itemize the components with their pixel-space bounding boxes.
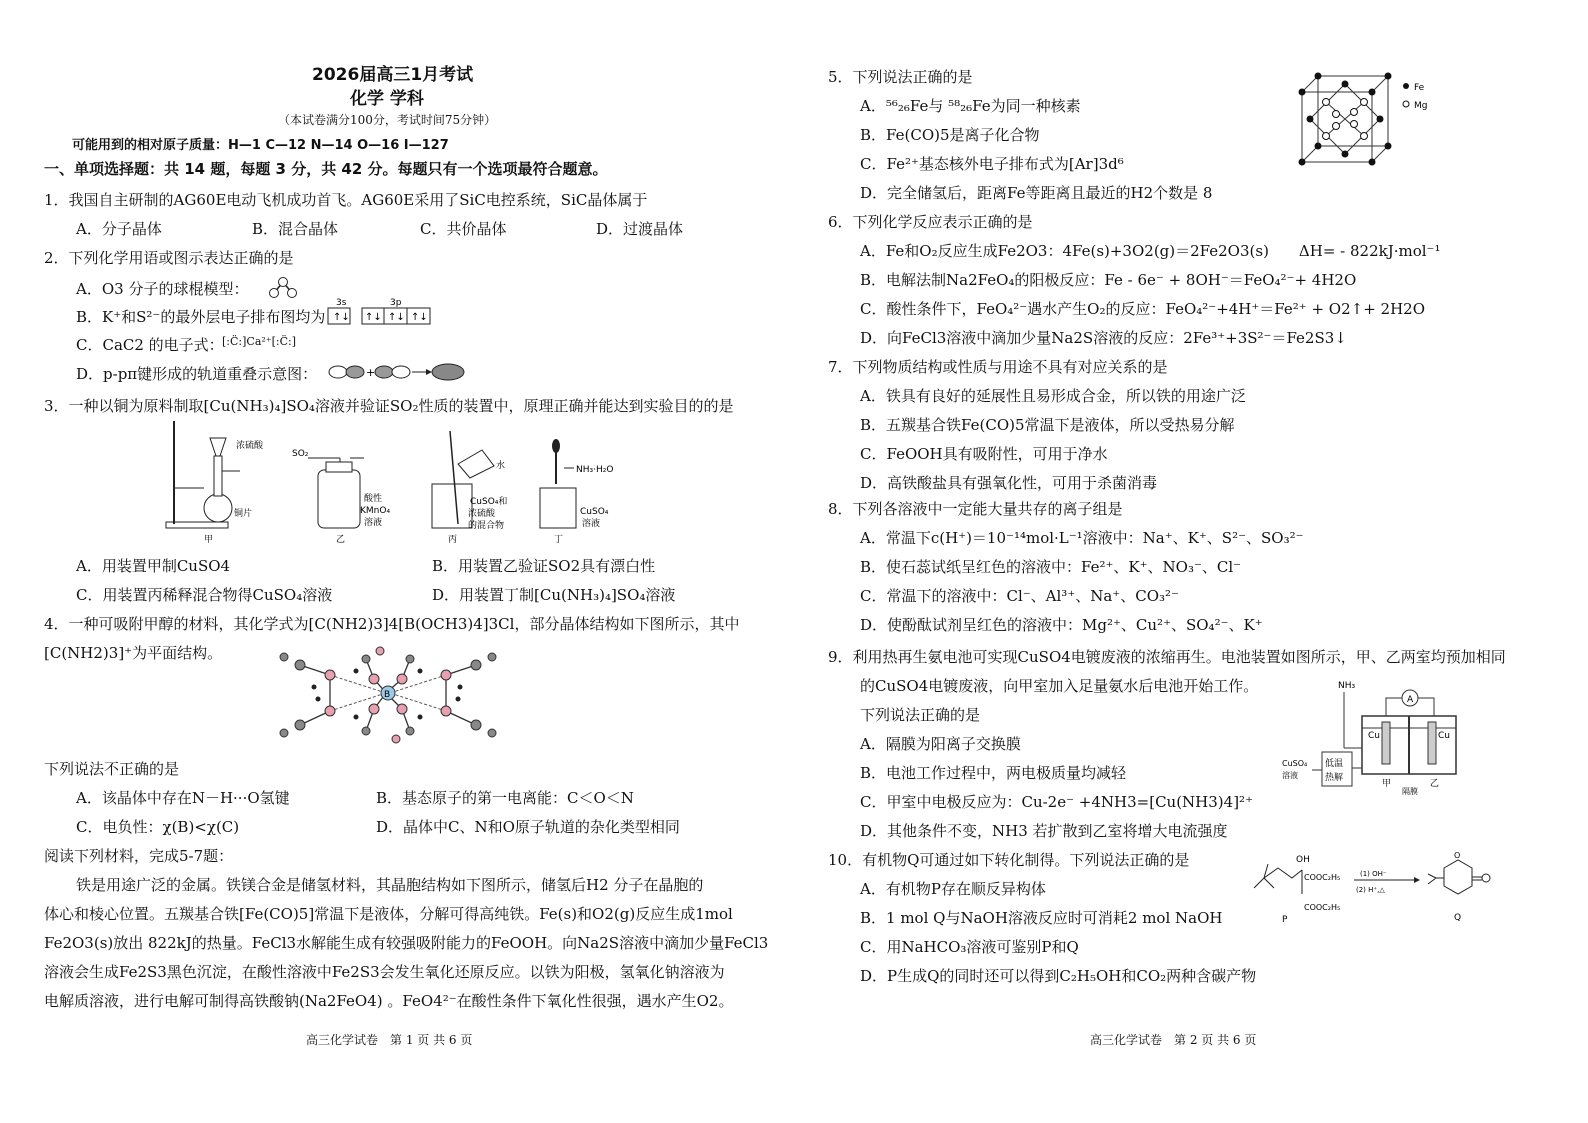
- q1-option-c: C．共价晶体: [420, 220, 507, 238]
- label-chamber-jia: 甲: [1382, 779, 1392, 789]
- label-membrane: 隔膜: [1402, 787, 1418, 796]
- reading-line-5: 电解质溶液，进行电解可制得高铁酸钠(Na2FeO4) 。FeO4²⁻在酸性条件下氧化性很强，遇水产生O2。: [44, 992, 734, 1010]
- label-condition-2: (2) H⁺,△: [1356, 886, 1385, 894]
- reading-line-2: 体心和棱心位置。五羰基合铁[Fe(CO)5]常温下是液体，分解可得高纯铁。Fe(s)和O2(g)反应生成1mol: [44, 905, 733, 923]
- label-ring-o: O: [1454, 851, 1461, 860]
- q10-option-c: C．用NaHCO₃溶液可鉴别P和Q: [860, 938, 1079, 956]
- q6-option-c: C．酸性条件下，FeO₄²⁻遇水产生O₂的反应：FeO₄²⁻+4H⁺＝Fe²⁺ + O2↑+ 2H2O: [860, 300, 1426, 318]
- label-cu-right: Cu: [1438, 731, 1450, 741]
- label-oh: OH: [1296, 855, 1310, 865]
- svg-text:↑↓: ↑↓: [388, 312, 405, 323]
- q9-option-c: C．甲室中电极反应为：Cu-2e⁻ +4NH3=[Cu(NH3)4]²⁺: [860, 793, 1253, 811]
- label-yi: 乙: [336, 535, 346, 545]
- q8-option-d: D．使酚酞试剂呈红色的溶液中：Mg²⁺、Cu²⁺、SO₄²⁻、K⁺: [860, 616, 1263, 634]
- q10-option-d: D．P生成Q的同时还可以得到C₂H₅OH和CO₂两种含碳产物: [860, 967, 1257, 985]
- footer-page-2: 高三化学试卷 第 2 页 共 6 页: [1090, 1033, 1257, 1047]
- q3-option-b: B．用装置乙验证SO2具有漂白性: [432, 557, 656, 575]
- o3-ball-stick-model: [268, 275, 298, 299]
- q6-option-d: D．向FeCl3溶液中滴加少量Na2S溶液的反应：2Fe³⁺+3S²⁻＝Fe2S3↓: [860, 329, 1347, 347]
- exam-subject: 化学 学科: [350, 89, 424, 109]
- label-cuso4-2: 溶液: [582, 519, 601, 529]
- label-so2: SO₂: [292, 449, 309, 459]
- q4-lead: 下列说法不正确的是: [44, 760, 180, 778]
- label-kmno4-3: 溶液: [364, 518, 383, 528]
- orbital-3p-label: 3p: [390, 298, 402, 308]
- svg-text:↑↓: ↑↓: [333, 312, 350, 323]
- q4-option-c: C．电负性：χ(B)<χ(C): [76, 818, 240, 836]
- label-kmno4-2: KMnO₄: [360, 506, 391, 516]
- q10-option-b: B．1 mol Q与NaOH溶液反应时可消耗2 mol NaOH: [860, 909, 1223, 927]
- q2-option-d: D．p-pπ键形成的轨道重叠示意图：: [76, 365, 318, 383]
- q10-stem: 10．有机物Q可通过如下转化制得。下列说法正确的是: [828, 851, 1190, 869]
- label-pyrolysis: 热解: [1325, 773, 1344, 783]
- q2-option-a: A．O3 分子的球棍模型：: [76, 280, 249, 298]
- q4-stem-line2: [C(NH2)3]⁺为平面结构。: [44, 644, 223, 662]
- exam-title: 2026届高三1月考试: [312, 65, 474, 85]
- q1-stem: 1．我国自主研制的AG60E电动飞机成功首飞。AG60E采用了SiC电控系统，SiC晶体属于: [44, 191, 648, 209]
- label-nh3: NH₃: [1338, 681, 1356, 691]
- label-copper: 铜片: [234, 509, 253, 519]
- reading-line-4: 溶液会生成Fe2S3黑色沉淀，在酸性溶液中Fe2S3会发生氧化还原反应。以铁为阳极，氢氧化钠溶液为: [44, 963, 725, 981]
- q5-option-d: D．完全储氢后，距离Fe等距离且最近的H2个数是 8: [860, 184, 1213, 202]
- label-p: P: [1282, 915, 1288, 925]
- p-p-pi-overlap-diagram: [326, 360, 466, 384]
- reading-lead: 阅读下列材料，完成5-7题：: [44, 847, 234, 865]
- q6-option-a: A．Fe和O₂反应生成Fe2O3：4Fe(s)+3O2(g)＝2Fe2O3(s) ΔH= - 822kJ·mol⁻¹: [860, 242, 1441, 260]
- label-solution: 溶液: [1282, 771, 1298, 780]
- section-heading: 一、单项选择题：共 14 题，每题 3 分，共 42 分。每题只有一个选项最符合题意。: [44, 160, 608, 178]
- q10-option-a: A．有机物P存在顺反异构体: [860, 880, 1046, 898]
- q1-option-d: D．过渡晶体: [596, 220, 684, 238]
- q8-option-b: B．使石蕊试纸呈红色的溶液中：Fe²⁺、K⁺、NO₃⁻、Cl⁻: [860, 558, 1242, 576]
- label-ding: 丁: [554, 535, 564, 545]
- q9-battery-figure: [1278, 676, 1468, 796]
- reading-line-1: 铁是用途广泛的金属。铁镁合金是储氢材料，其晶胞结构如下图所示，储氢后H2 分子在晶胞的: [76, 876, 704, 894]
- label-low-temp: 低温: [1325, 759, 1344, 769]
- label-mix-1: CuSO₄和: [470, 497, 508, 507]
- q3-option-c: C．用装置丙稀释混合物得CuSO₄溶液: [76, 586, 333, 604]
- svg-text:+: +: [366, 366, 376, 379]
- q8-stem: 8．下列各溶液中一定能大量共存的离子组是: [828, 500, 1123, 518]
- q4-option-d: D．晶体中C、N和O原子轨道的杂化类型相同: [376, 818, 680, 836]
- label-chamber-yi: 乙: [1430, 779, 1440, 789]
- q3-option-d: D．用装置丁制[Cu(NH₃)₄]SO₄溶液: [432, 586, 676, 604]
- q9-stem-line1: 9．利用热再生氨电池可实现CuSO4电镀废液的浓缩再生。电池装置如图所示，甲、乙两室均预加相同: [828, 648, 1506, 666]
- q7-option-c: C．FeOOH具有吸附性，可用于净水: [860, 445, 1108, 463]
- svg-text:↑↓: ↑↓: [365, 312, 382, 323]
- q1-option-b: B．混合晶体: [252, 220, 339, 238]
- q8-option-c: C．常温下的溶液中：Cl⁻、Al³⁺、Na⁺、CO₃²⁻: [860, 587, 1179, 605]
- q8-option-a: A．常温下c(H⁺)＝10⁻¹⁴mol·L⁻¹溶液中：Na⁺、K⁺、S²⁻、SO₃²⁻: [860, 529, 1304, 547]
- electron-orbital-diagram: [326, 296, 434, 328]
- q5-option-c: C．Fe²⁺基态核外电子排布式为[Ar]3d⁶: [860, 155, 1124, 173]
- q4-stem-line1: 4．一种可吸附甲醇的材料，其化学式为[C(NH2)3]4[B(OCH3)4]3Cl，部分晶体结构如下图所示，其中: [44, 615, 740, 633]
- atomic-masses: 可能用到的相对原子质量：H—1 C—12 N—14 O—16 I—127: [72, 138, 449, 153]
- q7-option-d: D．高铁酸盐具有强氧化性，可用于杀菌消毒: [860, 474, 1158, 492]
- q4-option-a: A．该晶体中存在N－H···O氢键: [76, 789, 290, 807]
- exam-note: （本试卷满分100分，考试时间75分钟）: [278, 113, 497, 127]
- q9-option-a: A．隔膜为阳离子交换膜: [860, 735, 1021, 753]
- reading-line-3: Fe2O3(s)放出 822kJ的热量。FeCl3水解能生成有较强吸附能力的FeOOH。向Na2S溶液中滴加少量FeCl3: [44, 934, 769, 952]
- q6-option-b: B．电解法制Na2FeO₄的阳极反应：Fe - 6e⁻ + 8OH⁻＝FeO₄²⁻+ 4H2O: [860, 271, 1357, 289]
- label-mix-2: 浓硫酸: [468, 509, 496, 519]
- label-condition-1: (1) OH⁻: [1360, 870, 1387, 878]
- q1-option-a: A．分子晶体: [76, 220, 162, 238]
- label-ester-1: COOC₂H₅: [1304, 873, 1341, 882]
- q7-option-b: B．五羰基合铁Fe(CO)5常温下是液体，所以受热易分解: [860, 416, 1235, 434]
- label-water: 水: [496, 461, 506, 471]
- q3-stem: 3．一种以铜为原料制取[Cu(NH₃)₄]SO₄溶液并验证SO₂性质的装置中，原理正确并能达到实验目的的是: [44, 397, 734, 415]
- fe-mg-unit-cell: [1296, 70, 1446, 168]
- q7-option-a: A．铁具有良好的延展性且易形成合金，所以铁的用途广泛: [860, 387, 1246, 405]
- q2-option-b: B．K⁺和S²⁻的最外层电子排布图均为: [76, 308, 326, 326]
- q4-crystal-structure: [270, 635, 510, 751]
- label-bing: 丙: [448, 535, 458, 545]
- label-cuso4: CuSO₄: [1282, 759, 1308, 768]
- label-ammeter: A: [1407, 695, 1414, 705]
- label-conc-acid: 浓硫酸: [236, 441, 264, 451]
- q7-stem: 7．下列物质结构或性质与用途不具有对应关系的是: [828, 358, 1168, 376]
- legend-mg: Mg: [1414, 101, 1428, 111]
- q2-option-c: C．CaC2 的电子式：: [76, 336, 224, 354]
- q3-option-a: A．用装置甲制CuSO4: [76, 557, 231, 575]
- q9-option-b: B．电池工作过程中，两电极质量均减轻: [860, 764, 1127, 782]
- legend-fe: Fe: [1414, 83, 1425, 93]
- boron-atom-label: B: [384, 690, 391, 700]
- q3-apparatus-figure: [164, 416, 650, 546]
- cac2-electron-formula: [:C̈:]Ca²⁺[:C̈:]: [222, 335, 297, 348]
- label-ester-2: COOC₂H₅: [1304, 903, 1341, 912]
- label-kmno4-1: 酸性: [364, 494, 383, 504]
- label-q: Q: [1454, 913, 1462, 923]
- orbital-3s-label: 3s: [336, 298, 347, 308]
- q9-lead: 下列说法正确的是: [860, 706, 981, 724]
- footer-page-1: 高三化学试卷 第 1 页 共 6 页: [306, 1033, 473, 1047]
- q5-option-b: B．Fe(CO)5是离子化合物: [860, 126, 1040, 144]
- q6-stem: 6．下列化学反应表示正确的是: [828, 213, 1033, 231]
- label-cuso4-1: CuSO₄: [580, 507, 609, 517]
- q2-stem: 2．下列化学用语或图示表达正确的是: [44, 249, 294, 267]
- label-mix-3: 的混合物: [468, 521, 505, 531]
- label-cu-left: Cu: [1368, 731, 1380, 741]
- q5-option-a: A．⁵⁶₂₆Fe与 ⁵⁸₂₆Fe为同一种核素: [860, 97, 1081, 115]
- label-nh3-water: NH₃·H₂O: [576, 465, 614, 475]
- svg-text:↑↓: ↑↓: [411, 312, 428, 323]
- q9-option-d: D．其他条件不变，NH3 若扩散到乙室将增大电流强度: [860, 822, 1228, 840]
- q10-reaction-scheme: [1248, 848, 1498, 928]
- q9-stem-line2: 的CuSO4电镀废液，向甲室加入足量氨水后电池开始工作。: [860, 677, 1259, 695]
- q4-option-b: B．基态原子的第一电离能：C＜O＜N: [376, 789, 634, 807]
- label-jia: 甲: [204, 535, 214, 545]
- q5-stem: 5．下列说法正确的是: [828, 68, 973, 86]
